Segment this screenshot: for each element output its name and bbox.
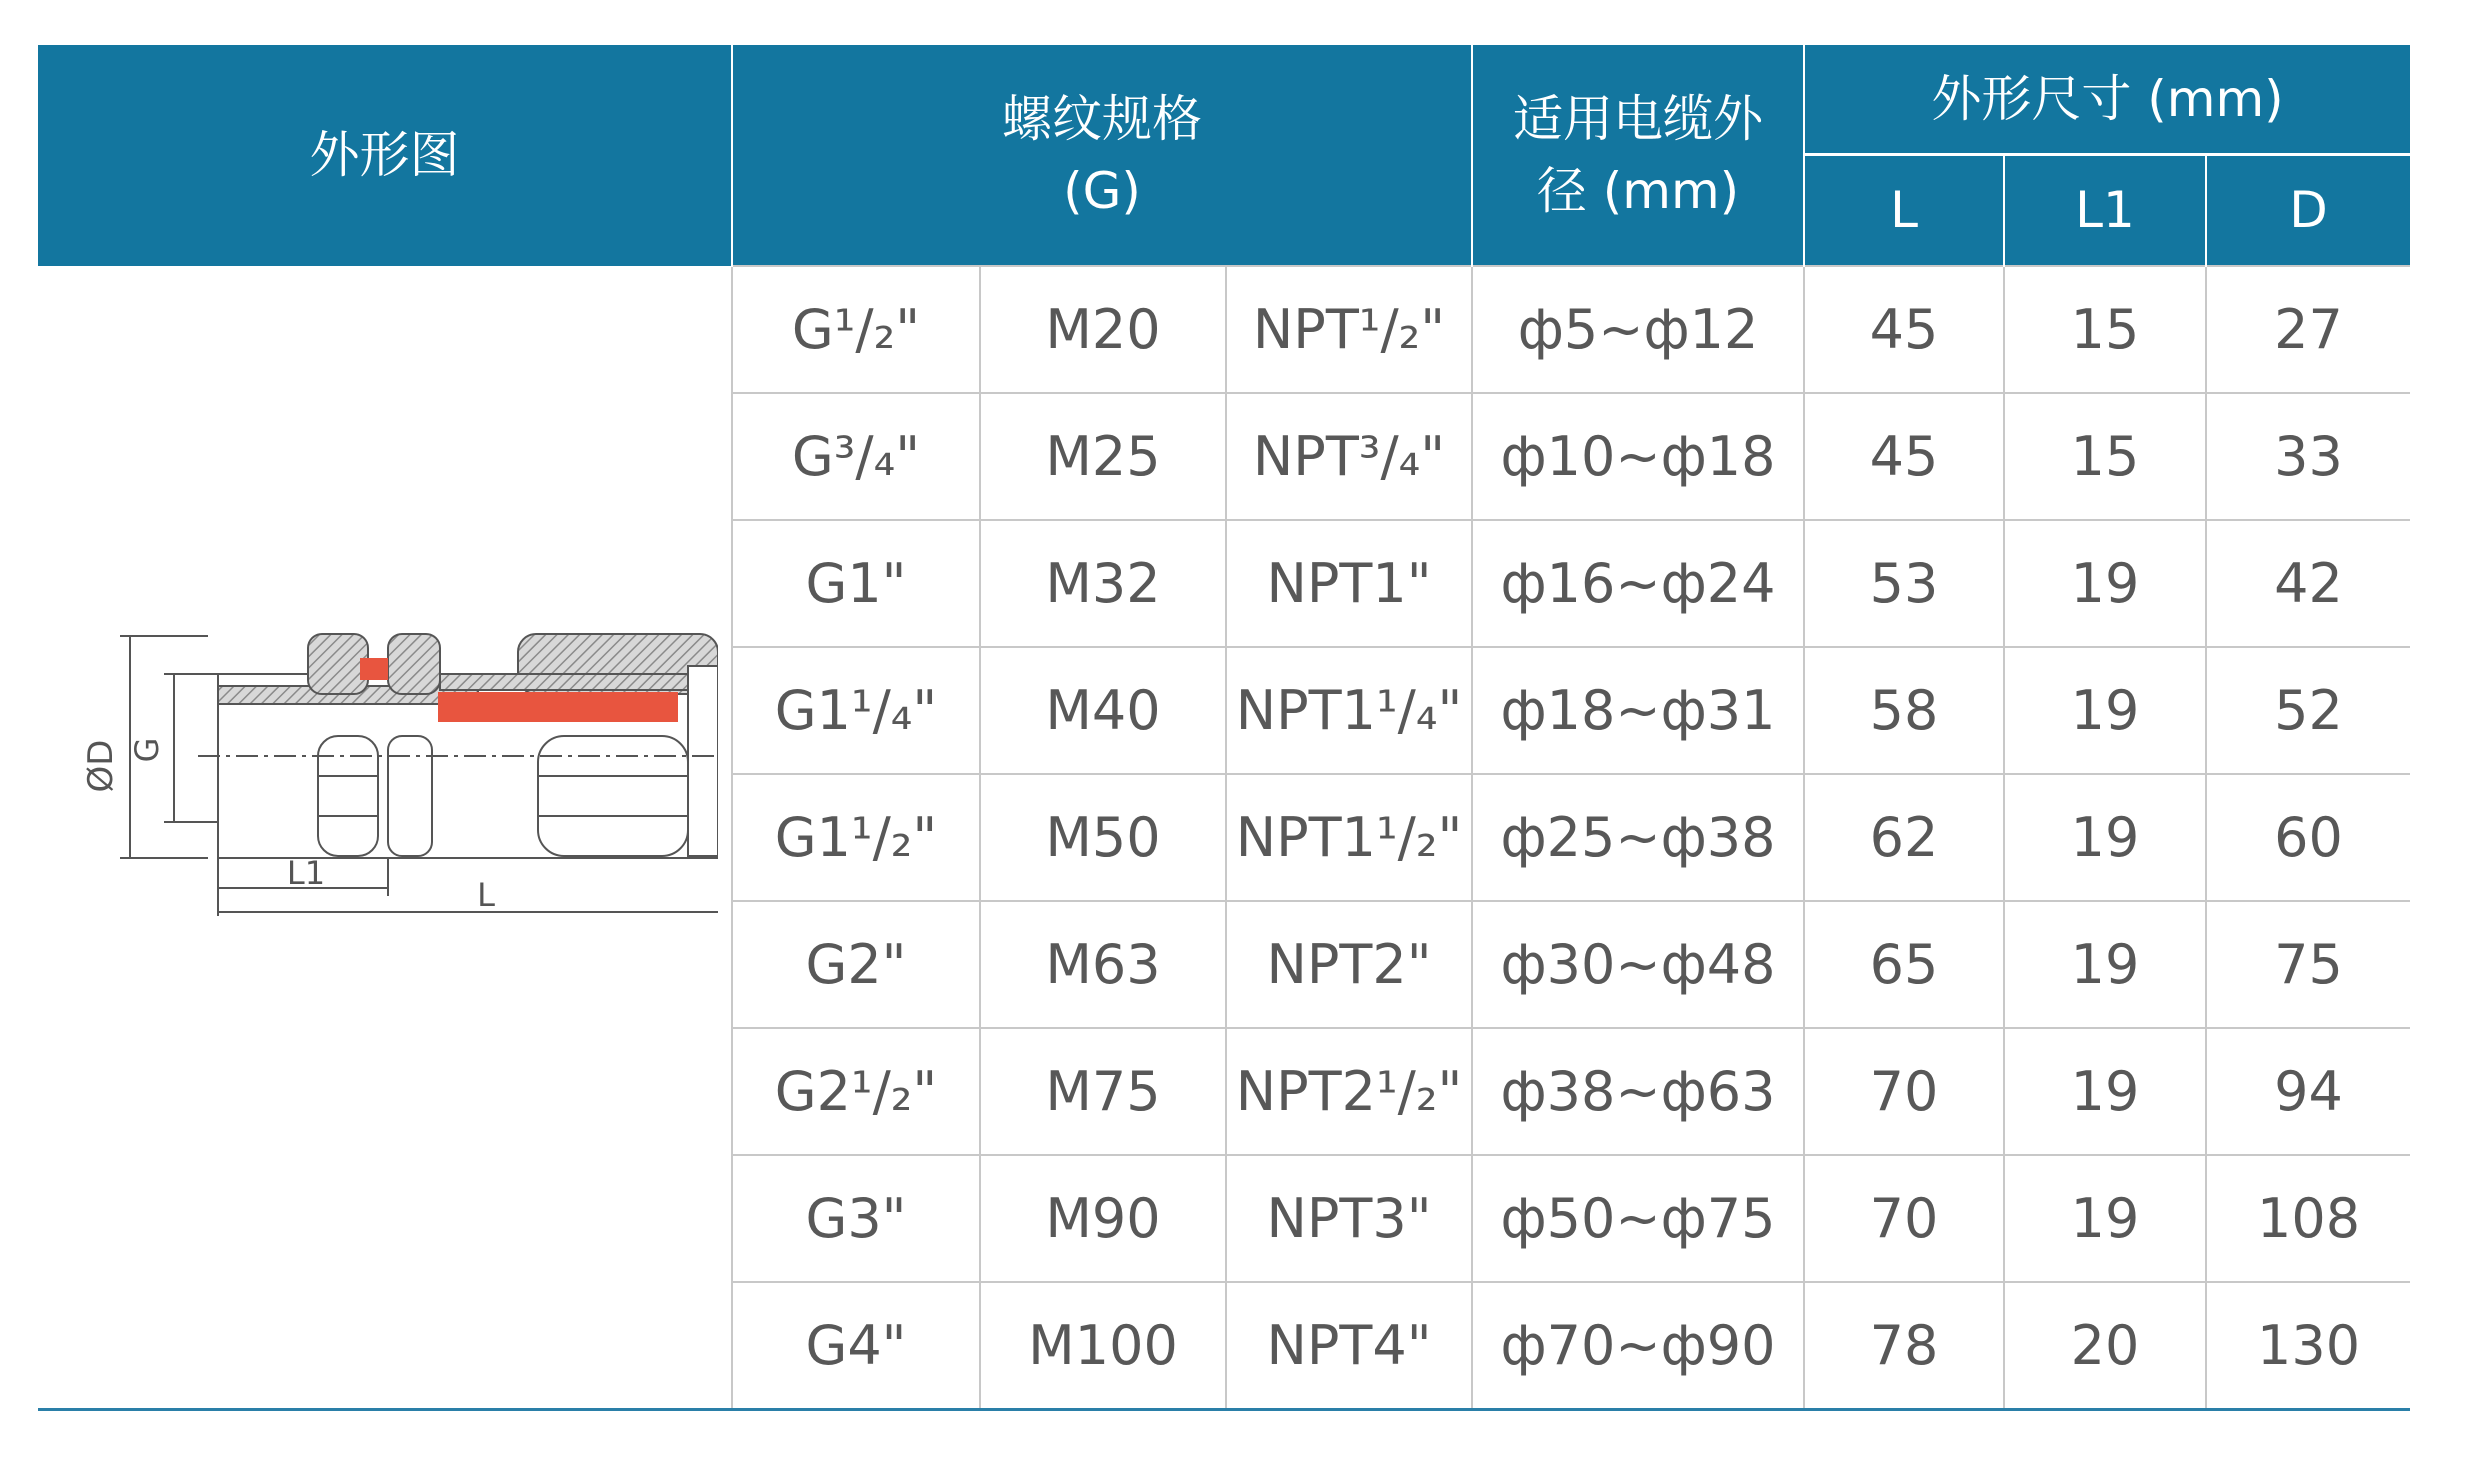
spec-table xyxy=(38,45,2410,1411)
cell-m-thread: M63 xyxy=(980,901,1226,1028)
cell-cable-range: ф10~ф18 xyxy=(1472,393,1804,520)
cell-d: 75 xyxy=(2206,901,2410,1028)
cell-m-thread: M25 xyxy=(980,393,1226,520)
header-thread-spec xyxy=(732,45,1472,266)
cell-npt-thread: NPT³/₄" xyxy=(1226,393,1472,520)
cell-cable-range: ф50~ф75 xyxy=(1472,1155,1804,1282)
header-cable-diameter xyxy=(1472,45,1804,266)
cell-m-thread: M40 xyxy=(980,647,1226,774)
seal-insert-icon xyxy=(438,692,678,722)
cell-d: 94 xyxy=(2206,1028,2410,1155)
cell-cable-range: ф38~ф63 xyxy=(1472,1028,1804,1155)
cell-g-thread: G³/₄" xyxy=(732,393,980,520)
cell-l1: 19 xyxy=(2004,520,2206,647)
cell-cable-range: ф18~ф31 xyxy=(1472,647,1804,774)
cell-l: 45 xyxy=(1804,266,2004,393)
bottom-rule xyxy=(38,1408,2410,1411)
table-row xyxy=(38,266,2410,393)
cell-cable-range: ф30~ф48 xyxy=(1472,901,1804,1028)
header-diagram: 外形图 xyxy=(38,45,732,266)
cell-l: 53 xyxy=(1804,520,2004,647)
label-l1: L1 xyxy=(286,854,326,892)
cell-npt-thread: NPT3" xyxy=(1226,1155,1472,1282)
cell-l: 70 xyxy=(1804,1028,2004,1155)
cell-g-thread: G2¹/₂" xyxy=(732,1028,980,1155)
header-dim-d: D xyxy=(2206,155,2410,267)
cable-gland-diagram xyxy=(78,626,718,1066)
cell-m-thread: M75 xyxy=(980,1028,1226,1155)
cell-d: 52 xyxy=(2206,647,2410,774)
cell-d: 130 xyxy=(2206,1282,2410,1410)
cell-d: 27 xyxy=(2206,266,2410,393)
cell-l: 58 xyxy=(1804,647,2004,774)
cell-d: 60 xyxy=(2206,774,2410,901)
diagram-cell xyxy=(38,266,732,1410)
cell-l1: 19 xyxy=(2004,1028,2206,1155)
cell-g-thread: G2" xyxy=(732,901,980,1028)
cell-l1: 20 xyxy=(2004,1282,2206,1410)
cell-cable-range: ф5~ф12 xyxy=(1472,266,1804,393)
cell-g-thread: G4" xyxy=(732,1282,980,1410)
cell-m-thread: M100 xyxy=(980,1282,1226,1410)
cell-g-thread: G¹/₂" xyxy=(732,266,980,393)
cell-l: 78 xyxy=(1804,1282,2004,1410)
cell-npt-thread: NPT2" xyxy=(1226,901,1472,1028)
cell-l1: 19 xyxy=(2004,774,2206,901)
cell-cable-range: ф16~ф24 xyxy=(1472,520,1804,647)
seal-ring-icon xyxy=(360,658,388,680)
cell-l1: 19 xyxy=(2004,901,2206,1028)
cell-g-thread: G1¹/₄" xyxy=(732,647,980,774)
cell-npt-thread: NPT1¹/₄" xyxy=(1226,647,1472,774)
cell-d: 108 xyxy=(2206,1155,2410,1282)
cell-l: 45 xyxy=(1804,393,2004,520)
cell-npt-thread: NPT1" xyxy=(1226,520,1472,647)
header-dim-l: L xyxy=(1804,155,2004,267)
cell-d: 42 xyxy=(2206,520,2410,647)
cell-l: 70 xyxy=(1804,1155,2004,1282)
header-dimensions: 外形尺寸 (mm) xyxy=(1804,45,2410,155)
cell-l1: 19 xyxy=(2004,647,2206,774)
cell-npt-thread: NPT1¹/₂" xyxy=(1226,774,1472,901)
header-cable-line1: 适用电缆外 xyxy=(1513,89,1764,148)
cell-npt-thread: NPT4" xyxy=(1226,1282,1472,1410)
cell-m-thread: M90 xyxy=(980,1155,1226,1282)
cell-l: 65 xyxy=(1804,901,2004,1028)
cell-l1: 15 xyxy=(2004,266,2206,393)
cell-npt-thread: NPT¹/₂" xyxy=(1226,266,1472,393)
cell-g-thread: G3" xyxy=(732,1155,980,1282)
header-thread-line1: 螺纹规格 xyxy=(1002,89,1202,148)
cell-m-thread: M50 xyxy=(980,774,1226,901)
label-l: L xyxy=(477,876,495,914)
cell-cable-range: ф70~ф90 xyxy=(1472,1282,1804,1410)
label-od: ØD xyxy=(81,739,121,793)
cell-m-thread: M20 xyxy=(980,266,1226,393)
cell-npt-thread: NPT2¹/₂" xyxy=(1226,1028,1472,1155)
cell-l1: 19 xyxy=(2004,1155,2206,1282)
cell-g-thread: G1¹/₂" xyxy=(732,774,980,901)
cell-l: 62 xyxy=(1804,774,2004,901)
cell-g-thread: G1" xyxy=(732,520,980,647)
header-cable-line2: 径 (mm) xyxy=(1536,162,1740,220)
cell-l1: 15 xyxy=(2004,393,2206,520)
cell-d: 33 xyxy=(2206,393,2410,520)
cell-cable-range: ф25~ф38 xyxy=(1472,774,1804,901)
cell-m-thread: M32 xyxy=(980,520,1226,647)
header-dim-l1: L1 xyxy=(2004,155,2206,267)
header-thread-line2: (G) xyxy=(1063,162,1141,220)
label-g: G xyxy=(128,737,166,763)
